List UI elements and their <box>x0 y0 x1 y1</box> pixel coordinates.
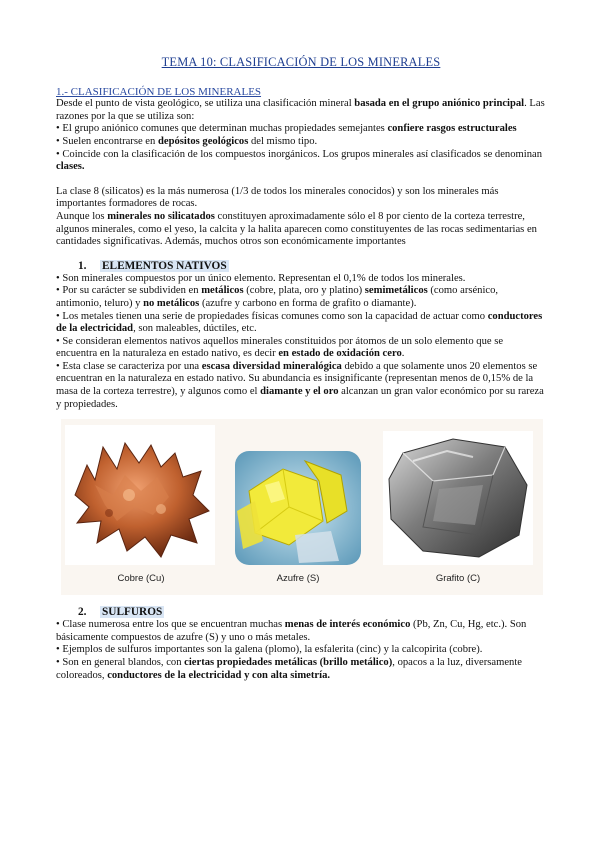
document-page <box>56 56 546 682</box>
sulfuros-bullet-2: • Ejemplos de sulfuros importantes son la galena (plomo), la esfalerita (cinc) y la calcopirita (cobre). <box>56 644 483 656</box>
intro-paragraph: Desde el punto de vista geológico, se utiliza una clasificación mineral basada en el grupo aniónico principal. Las razones por la que se utiliza son: <box>56 98 545 122</box>
section-heading-elementos-nativos: 1. ELEMENTOS NATIVOS <box>78 259 227 272</box>
sulfuros-bullet-1: • Clase numerosa entre los que se encuentran muchas menas de interés económico (Pb, Zn, Cu, Hg, etc.). Son básicamente compuestos de azufre (S) y uno o más metales. <box>56 619 527 643</box>
elementos-bullet-3: • Los metales tienen una serie de propiedades físicas comunes como son la capacidad de actuar como conductores de la electricidad, son maleables, dúctiles, etc. <box>56 310 543 335</box>
no-silicatados-paragraph: Aunque los minerales no silicatados constituyen aproximadamente sólo el 8 por ciento de la corteza terrestre, algunos minerales, como el yeso, la calcita y la halita aparecen como constituyentes de las rocas sedimentarias en cantidades significativas. Además, muchos otros son económicamente importantes <box>56 210 537 248</box>
reason-1: • El grupo aniónico comunes que determinan muchas propiedades semejantes confiere rasgos estructurales <box>56 123 517 135</box>
elementos-bullet-2: • Por su carácter se subdividen en metálicos (cobre, plata, oro y platino) semimetálicos (como arsénico, antimonio, teluro) y no metálicos (azufre y carbono en forma de grafito o diamante). <box>56 285 499 309</box>
reason-3: • Coincide con la clasificación de los compuestos inorgánicos. Los grupos minerales así clasificados se denominan clases. <box>56 148 542 173</box>
copper-mineral-image <box>65 425 215 565</box>
caption-grafito: Grafito (C) <box>435 573 481 585</box>
caption-cobre: Cobre (Cu) <box>117 573 165 585</box>
section-heading-sulfuros: 2. SULFUROS <box>78 606 163 619</box>
sulfur-mineral-image <box>235 451 361 565</box>
mineral-images-panel <box>61 419 543 595</box>
elementos-bullet-5: • Esta clase se caracteriza por una escasa diversidad mineralógica debido a que solamente unos 20 elementos se encuentran en la naturaleza en estado nativo. Su abundancia es insignificante (representan menos de 0,15% de la masa de la corteza terrestre), y algunos como el diamante y el oro alcanzan un gran valor económico por su rareza y propiedades. <box>56 360 544 410</box>
reason-2: • Suelen encontrarse en depósitos geológicos del mismo tipo. <box>56 135 318 147</box>
section-heading-clasificacion: 1.- CLASIFICACIÓN DE LOS MINERALES <box>56 85 262 98</box>
page-title: TEMA 10: CLASIFICACIÓN DE LOS MINERALES <box>161 55 441 69</box>
graphite-mineral-image <box>383 431 533 565</box>
elementos-bullet-4: • Se consideran elementos nativos aquellos minerales constituidos por átomos de un solo elemento que se encuentra en la naturaleza en estado nativo, es decir en estado de oxidación cero. <box>56 335 504 360</box>
elementos-bullet-1: • Son minerales compuestos por un único elemento. Representan el 0,1% de todos los minerales. <box>56 272 466 284</box>
sulfuros-bullet-3: • Son en general blandos, con ciertas propiedades metálicas (brillo metálico), opacos a la luz, diversamente coloreados, conductores de la electricidad y con alta simetría. <box>56 657 522 681</box>
caption-azufre: Azufre (S) <box>276 573 320 585</box>
silicatos-paragraph: La clase 8 (silicatos) es la más numerosa (1/3 de todos los minerales conocidos) y son los minerales más importantes formadores de rocas. <box>56 185 499 210</box>
